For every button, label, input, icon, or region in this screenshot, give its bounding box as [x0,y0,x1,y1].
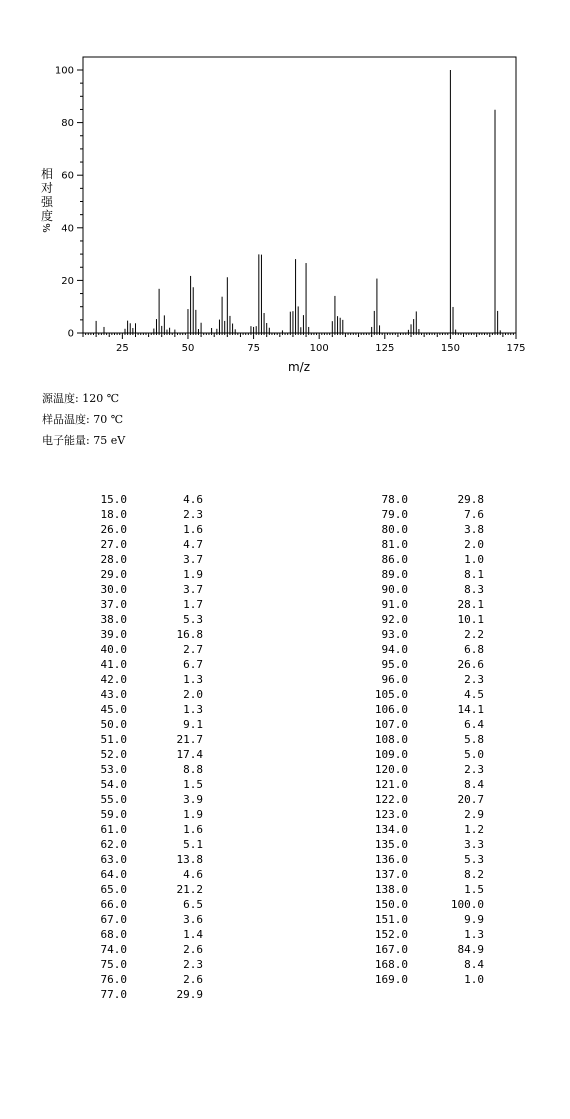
peak-mz: 105.0 [374,688,408,701]
peak-row [88,972,203,987]
peak-row [88,822,203,837]
peak-row [369,732,484,747]
peak-row [88,912,203,927]
peak-row [88,657,203,672]
peak-row [369,912,484,927]
axes [55,66,526,355]
peak-mz: 75.0 [100,958,127,971]
peak-intensity: 2.6 [183,973,203,986]
plot-frame [83,57,516,333]
peak-mz: 107.0 [374,718,408,731]
peak-mz: 76.0 [100,973,127,986]
peak-intensity: 13.8 [176,853,203,866]
peak-row [88,837,203,852]
peak-row [369,777,484,792]
peak-mz: 120.0 [374,763,408,776]
peak-intensity: 1.0 [464,973,484,986]
peak-intensity: 8.4 [464,958,484,971]
peak-mz: 81.0 [381,538,408,551]
peak-intensity: 1.0 [464,553,484,566]
peak-intensity: 2.3 [464,763,484,776]
peak-intensity: 2.9 [464,808,484,821]
peak-row [369,507,484,522]
peak-row [369,597,484,612]
peak-row [88,762,203,777]
peak-mz: 38.0 [100,613,127,626]
peak-mz: 28.0 [100,553,127,566]
peak-row [88,747,203,762]
peak-intensity: 9.1 [183,718,203,731]
peak-mz: 63.0 [100,853,127,866]
peak-mz: 26.0 [100,523,127,536]
peak-intensity: 1.5 [183,778,203,791]
peak-row [369,522,484,537]
peak-mz: 78.0 [381,493,408,506]
peak-mz: 108.0 [374,733,408,746]
peak-intensity: 6.4 [464,718,484,731]
peak-intensity: 1.3 [183,673,203,686]
peak-intensity: 2.6 [183,943,203,956]
peak-row [369,852,484,867]
peak-mz: 93.0 [381,628,408,641]
peak-intensity: 14.1 [457,703,484,716]
peak-intensity: 5.0 [464,748,484,761]
peak-row [369,747,484,762]
peak-mz: 89.0 [381,568,408,581]
peak-row [88,597,203,612]
peak-row [88,522,203,537]
peak-mz: 55.0 [100,793,127,806]
peak-intensity: 21.2 [176,883,203,896]
peak-row [369,537,484,552]
peak-intensity: 1.5 [464,883,484,896]
peak-row [88,792,203,807]
peak-row [369,897,484,912]
x-tick-label: 100 [309,343,329,354]
peak-intensity: 5.3 [183,613,203,626]
peak-mz: 79.0 [381,508,408,521]
peak-row [369,927,484,942]
peak-intensity: 100.0 [450,898,484,911]
peak-table-left [88,492,203,1002]
peak-row [88,702,203,717]
peak-mz: 137.0 [374,868,408,881]
peak-mz: 121.0 [374,778,408,791]
peak-intensity: 2.7 [183,643,203,656]
peak-intensity: 2.0 [464,538,484,551]
peak-mz: 138.0 [374,883,408,896]
peak-mz: 91.0 [381,598,408,611]
peak-mz: 74.0 [100,943,127,956]
peak-row [88,882,203,897]
peak-mz: 30.0 [100,583,127,596]
peak-intensity: 7.6 [464,508,484,521]
peak-row [88,672,203,687]
peak-row [369,612,484,627]
peak-intensity: 21.7 [176,733,203,746]
peak-mz: 136.0 [374,853,408,866]
y-tick-label: 0 [67,328,74,340]
peak-row [369,672,484,687]
peak-intensity: 8.8 [183,763,203,776]
peak-row [369,567,484,582]
electron-energy: 电子能量: 75 eV [42,434,126,447]
peak-mz: 29.0 [100,568,127,581]
peak-intensity: 3.6 [183,913,203,926]
peak-intensity: 8.4 [464,778,484,791]
peak-intensity: 84.9 [457,943,484,956]
peak-intensity: 3.3 [464,838,484,851]
peak-mz: 64.0 [100,868,127,881]
peak-row [369,957,484,972]
y-tick-label: 20 [61,275,74,287]
peak-intensity: 2.3 [183,508,203,521]
x-tick-label: 25 [115,343,129,354]
peak-row [88,732,203,747]
peak-row [369,837,484,852]
y-axis-label-char: 对 [40,181,54,195]
peak-intensity: 1.4 [183,928,203,941]
y-tick-label: 40 [61,223,74,235]
peak-row [369,627,484,642]
peak-intensity: 5.8 [464,733,484,746]
peak-mz: 152.0 [374,928,408,941]
peak-mz: 41.0 [100,658,127,671]
peak-mz: 123.0 [374,808,408,821]
peak-mz: 80.0 [381,523,408,536]
peak-intensity: 2.2 [464,628,484,641]
peak-mz: 37.0 [100,598,127,611]
peak-mz: 94.0 [381,643,408,656]
peak-mz: 90.0 [381,583,408,596]
peak-intensity: 1.6 [183,823,203,836]
peak-intensity: 1.9 [183,568,203,581]
peak-mz: 68.0 [100,928,127,941]
x-axis-label: m/z [287,360,311,374]
peak-intensity: 2.3 [464,673,484,686]
peak-row [88,552,203,567]
peak-row [88,537,203,552]
peak-row [88,957,203,972]
peak-row [88,897,203,912]
peak-mz: 59.0 [100,808,127,821]
y-tick-label: 100 [54,65,74,77]
peak-row [88,852,203,867]
peak-mz: 168.0 [374,958,408,971]
peak-row [369,687,484,702]
peak-mz: 61.0 [100,823,127,836]
peak-mz: 51.0 [100,733,127,746]
peak-intensity: 2.0 [183,688,203,701]
peak-mz: 45.0 [100,703,127,716]
y-axis-unit: % [42,223,53,233]
peak-intensity: 20.7 [457,793,484,806]
peak-mz: 150.0 [374,898,408,911]
peak-mz: 135.0 [374,838,408,851]
peak-row [88,777,203,792]
peak-row [369,492,484,507]
peak-row [369,807,484,822]
peak-row [88,507,203,522]
peak-mz: 109.0 [374,748,408,761]
peak-row [88,582,203,597]
peak-intensity: 6.8 [464,643,484,656]
peak-mz: 96.0 [381,673,408,686]
peak-mz: 62.0 [100,838,127,851]
peak-row [88,942,203,957]
peak-row [88,807,203,822]
peak-row [369,552,484,567]
peak-intensity: 3.7 [183,583,203,596]
peak-row [369,972,484,987]
y-tick-label: 80 [61,118,74,130]
peak-intensity: 4.5 [464,688,484,701]
peak-intensity: 1.6 [183,523,203,536]
x-tick-label: 150 [440,343,460,354]
peak-row [88,492,203,507]
source-temperature: 源温度: 120 ℃ [42,392,119,405]
peak-row [88,567,203,582]
peak-intensity: 29.9 [176,988,203,1001]
peak-row [369,822,484,837]
peak-row [369,657,484,672]
peak-intensity: 1.7 [183,598,203,611]
peak-mz: 15.0 [100,493,127,506]
peak-mz: 50.0 [100,718,127,731]
peak-intensity: 28.1 [457,598,484,611]
peak-intensity: 10.1 [457,613,484,626]
peak-mz: 40.0 [100,643,127,656]
peak-intensity: 1.9 [183,808,203,821]
peak-mz: 53.0 [100,763,127,776]
peak-intensity: 5.3 [464,853,484,866]
peak-intensity: 29.8 [457,493,484,506]
peak-table-right [369,492,484,987]
peak-mz: 66.0 [100,898,127,911]
peak-intensity: 1.3 [464,928,484,941]
peak-mz: 167.0 [374,943,408,956]
peak-mz: 169.0 [374,973,408,986]
peak-intensity: 4.7 [183,538,203,551]
peak-intensity: 6.7 [183,658,203,671]
peak-row [369,642,484,657]
peak-mz: 27.0 [100,538,127,551]
peak-mz: 92.0 [381,613,408,626]
sample-temperature: 样品温度: 70 ℃ [42,413,124,426]
y-tick-label: 60 [61,170,74,182]
x-tick-label: 125 [375,343,395,354]
peak-mz: 42.0 [100,673,127,686]
peak-row [88,717,203,732]
peak-row [369,942,484,957]
peak-intensity: 26.6 [457,658,484,671]
peak-intensity: 4.6 [183,868,203,881]
peak-intensity: 5.1 [183,838,203,851]
peak-intensity: 1.2 [464,823,484,836]
peak-mz: 43.0 [100,688,127,701]
peak-intensity: 4.6 [183,493,203,506]
peak-intensity: 8.2 [464,868,484,881]
peak-mz: 39.0 [100,628,127,641]
peak-intensity: 2.3 [183,958,203,971]
peak-row [369,717,484,732]
y-axis-label-char: 强 [40,195,54,209]
peak-intensity: 6.5 [183,898,203,911]
y-axis-label-char: 相 [40,167,54,181]
peak-intensity: 3.8 [464,523,484,536]
peak-intensity: 17.4 [176,748,203,761]
peak-row [88,987,203,1002]
peak-row [88,687,203,702]
peak-row [88,627,203,642]
peak-mz: 95.0 [381,658,408,671]
peak-mz: 52.0 [100,748,127,761]
peak-mz: 106.0 [374,703,408,716]
peak-row [369,582,484,597]
peak-intensity: 1.3 [183,703,203,716]
x-tick-label: 50 [181,343,195,354]
peak-row [369,867,484,882]
peak-row [88,927,203,942]
x-tick-label: 175 [506,343,526,354]
peak-intensity: 8.3 [464,583,484,596]
peak-mz: 134.0 [374,823,408,836]
peak-mz: 67.0 [100,913,127,926]
peak-mz: 77.0 [100,988,127,1001]
peak-row [369,762,484,777]
spectrum-bars [96,70,500,333]
x-tick-label: 75 [247,343,260,354]
peak-intensity: 8.1 [464,568,484,581]
peak-mz: 54.0 [100,778,127,791]
peak-intensity: 3.9 [183,793,203,806]
peak-intensity: 16.8 [176,628,203,641]
peak-row [369,792,484,807]
peak-row [88,867,203,882]
y-axis-label-char: 度 [40,209,54,223]
peak-mz: 65.0 [100,883,127,896]
mass-spectrum-chart [0,0,570,380]
peak-row [88,612,203,627]
peak-intensity: 3.7 [183,553,203,566]
peak-mz: 86.0 [381,553,408,566]
peak-row [369,702,484,717]
peak-row [88,642,203,657]
y-axis-label [41,166,54,233]
peak-intensity: 9.9 [464,913,484,926]
peak-mz: 18.0 [100,508,127,521]
peak-row [369,882,484,897]
peak-mz: 122.0 [374,793,408,806]
peak-mz: 151.0 [374,913,408,926]
